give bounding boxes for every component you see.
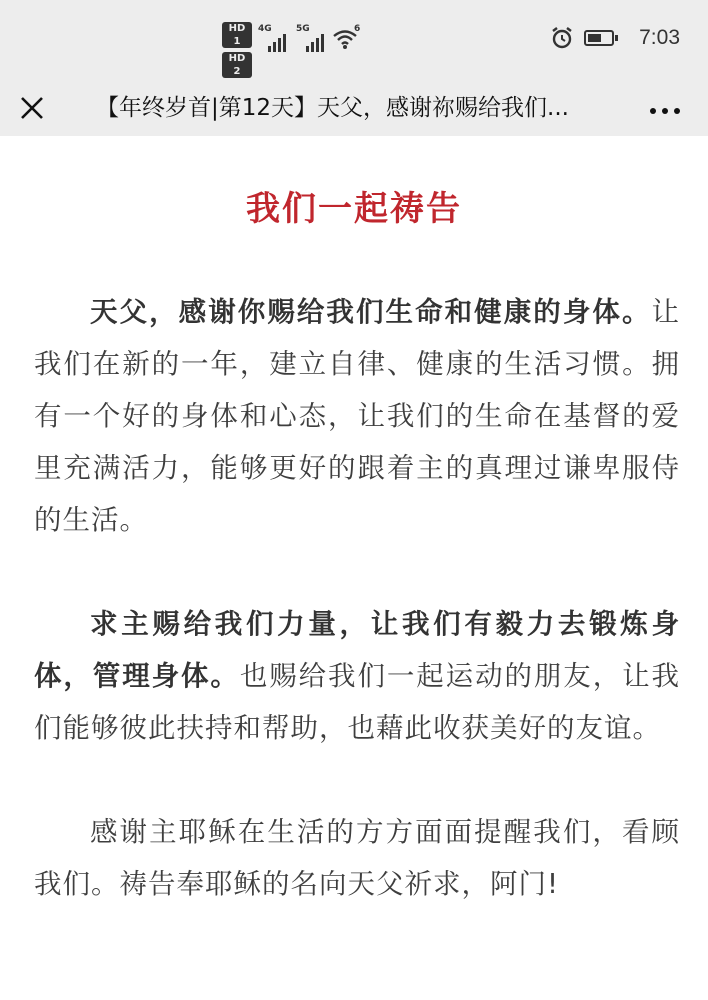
hd-badge-1: HD 1 bbox=[222, 22, 252, 48]
prayer-paragraph bbox=[34, 598, 680, 754]
prayer-paragraph bbox=[34, 286, 680, 546]
top-nav-bar bbox=[0, 80, 708, 136]
close-icon bbox=[18, 88, 46, 128]
article-content bbox=[0, 136, 708, 1000]
more-button[interactable] bbox=[648, 88, 682, 128]
wifi-icon bbox=[332, 24, 362, 50]
hd-badge-2: HD 2 bbox=[222, 52, 252, 78]
paragraph-bold-text: 求主赐给我们力量，让我们有毅力去锻炼身体，管理身体。 bbox=[34, 608, 680, 692]
more-icon bbox=[650, 108, 656, 114]
status-right bbox=[460, 26, 680, 54]
alarm-icon bbox=[550, 26, 574, 50]
paragraph-text: 感谢主耶稣在生活的方方面面提醒我们，看顾我们。祷告奉耶稣的名向天父祈求，阿门! bbox=[34, 816, 680, 900]
status-bar bbox=[0, 0, 708, 80]
network-type-1: 4G bbox=[258, 24, 272, 34]
paragraph-text: 让我们在新的一年，建立自律、健康的生活习惯。拥有一个好的身体和心态，让我们的生命在基督的爱里充满活力，能够更好的跟着主的真理过谦卑服侍的生活。 bbox=[34, 296, 680, 536]
close-button[interactable] bbox=[18, 88, 46, 128]
network-type-2: 5G bbox=[296, 24, 310, 34]
signal-icon bbox=[258, 26, 294, 52]
battery-icon bbox=[584, 30, 614, 46]
hd-badges bbox=[222, 22, 254, 82]
clock-time: 7:03 bbox=[639, 26, 680, 49]
article-heading: 我们一起祷告 bbox=[246, 189, 462, 229]
signal-icon bbox=[296, 26, 332, 52]
prayer-paragraph bbox=[34, 806, 680, 910]
paragraph-bold-text: 天父，感谢你赐给我们生命和健康的身体。 bbox=[90, 296, 652, 328]
wifi-badge: 6 bbox=[354, 24, 361, 34]
paragraph-text: 也赐给我们一起运动的朋友，让我们能够彼此扶持和帮助，也藉此收获美好的友谊。 bbox=[34, 660, 681, 744]
page-title: 【年终岁首|第12天】天父，感谢祢赐给我们... bbox=[96, 95, 569, 121]
